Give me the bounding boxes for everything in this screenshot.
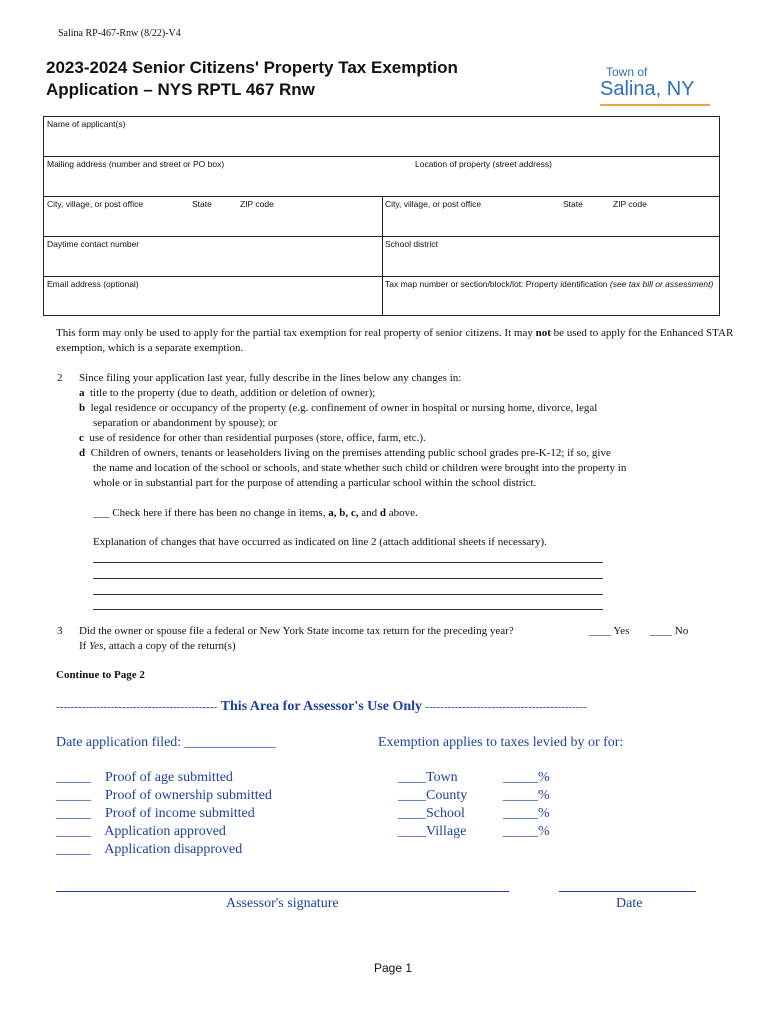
- city-field-mailing[interactable]: City, village, or post office: [47, 199, 144, 209]
- school-district-field[interactable]: School district: [385, 239, 438, 249]
- signature-line[interactable]: [56, 891, 509, 892]
- page-title: [46, 57, 458, 101]
- entity-school[interactable]: ____School: [398, 806, 465, 821]
- entity-village[interactable]: ____Village: [398, 824, 467, 839]
- signature-label: Assessor's signature: [226, 896, 339, 911]
- item-2b-text-cont: separation or abandonment by spouse); or: [93, 417, 278, 429]
- logo-town-of: Town of: [606, 65, 648, 79]
- explanation-line-4[interactable]: [93, 609, 603, 610]
- tax-map-label: Tax map number or section/block/lot: Property identification: [385, 279, 610, 289]
- entity-town[interactable]: ____Town: [398, 770, 458, 785]
- percent-county[interactable]: _____%: [503, 788, 550, 803]
- item-2d-text-cont2: whole or in substantial part for the purpose of attending a particular school within the school district.: [93, 477, 537, 489]
- state-field-mailing[interactable]: State: [192, 199, 212, 209]
- item-2c-text: use of residence for other than residential purposes (store, office, farm, etc.).: [89, 432, 426, 444]
- mailing-address-field[interactable]: Mailing address (number and street or PO box): [47, 159, 225, 169]
- item-3-note: If Yes, attach a copy of the return(s): [79, 640, 236, 652]
- date-line[interactable]: [559, 891, 696, 892]
- item-2b-letter: b: [79, 402, 86, 414]
- title-line-1: 2023-2024 Senior Citizens' Property Tax Exemption: [46, 58, 458, 77]
- item-2d-text-cont: the name and location of the school or schools, and state whether such child or children were brought into the property in: [93, 462, 627, 474]
- date-label: Date: [616, 896, 643, 911]
- item-3-number: 3: [57, 625, 63, 637]
- no-change-checkbox[interactable]: ___ Check here if there has been no change in items, a, b, c, and d above.: [93, 507, 418, 519]
- applicant-name-field[interactable]: Name of applicant(s): [47, 119, 126, 129]
- intro-paragraph: This form may only be used to apply for the partial tax exemption for real property of senior citizens. It may not be used to apply for the Enhanced STAR exemption, which is a separate exemption.: [56, 327, 734, 354]
- checklist-proof-income[interactable]: _____ Proof of income submitted: [56, 806, 255, 821]
- page-number: Page 1: [374, 961, 413, 975]
- yes-blank[interactable]: ____ Yes: [589, 625, 630, 637]
- item-2a-letter: a: [79, 387, 85, 399]
- checklist-proof-ownership[interactable]: _____ Proof of ownership submitted: [56, 788, 272, 803]
- item-2d-text: Children of owners, tenants or leaseholders living on the premises attending public school grades pre-K-12; if so, give: [90, 447, 611, 459]
- continue-note: Continue to Page 2: [56, 669, 145, 681]
- date-filed-field[interactable]: Date application filed: _____________: [56, 735, 276, 750]
- no-blank[interactable]: ____ No: [650, 625, 689, 637]
- explanation-line-1[interactable]: [93, 562, 603, 563]
- email-field[interactable]: Email address (optional): [47, 279, 139, 289]
- explanation-line-3[interactable]: [93, 594, 603, 595]
- percent-village[interactable]: _____%: [503, 824, 550, 839]
- assessor-area-heading: -------------------------------------------- This Area for Assessor's Use Only --------------------------------------------: [56, 699, 587, 714]
- logo-name: Salina, NY: [600, 78, 695, 100]
- town-logo: [600, 66, 712, 106]
- checklist-approved[interactable]: _____ Application approved: [56, 824, 226, 839]
- zip-field-mailing[interactable]: ZIP code: [240, 199, 274, 209]
- city-field-property[interactable]: City, village, or post office: [385, 199, 482, 209]
- item-3-question: Did the owner or spouse file a federal or New York State income tax return for the preceding year?: [79, 625, 514, 637]
- daytime-phone-field[interactable]: Daytime contact number: [47, 239, 140, 249]
- tax-map-field[interactable]: [382, 277, 716, 291]
- percent-school[interactable]: _____%: [503, 806, 550, 821]
- property-location-field[interactable]: Location of property (street address): [415, 159, 553, 169]
- tax-map-note: (see tax bill or assessment): [609, 279, 714, 289]
- entity-county[interactable]: ____County: [398, 788, 468, 803]
- item-2d-letter: d: [79, 447, 86, 459]
- item-2-number: 2: [57, 372, 63, 384]
- zip-field-property[interactable]: ZIP code: [613, 199, 647, 209]
- exemption-label: Exemption applies to taxes levied by or for:: [378, 735, 624, 750]
- form-code: Salina RP-467-Rnw (8/22)-V4: [58, 28, 181, 39]
- item-2c-letter: c: [79, 432, 84, 444]
- item-2a-text: title to the property (due to death, addition or deletion of owner);: [90, 387, 376, 399]
- applicant-info-grid: [43, 116, 720, 316]
- item-2-lead: Since filing your application last year, fully describe in the lines below any changes in:: [79, 372, 462, 384]
- title-line-2: Application – NYS RPTL 467 Rnw: [46, 80, 315, 99]
- item-2b-text: legal residence or occupancy of the property (e.g. confinement of owner in hospital or nursing home, divorce, legal: [90, 402, 598, 414]
- percent-town[interactable]: _____%: [503, 770, 550, 785]
- explanation-line-2[interactable]: [93, 578, 603, 579]
- state-field-property[interactable]: State: [563, 199, 583, 209]
- checklist-proof-age[interactable]: _____ Proof of age submitted: [56, 770, 233, 785]
- checklist-disapproved[interactable]: _____ Application disapproved: [56, 842, 243, 857]
- explanation-label: Explanation of changes that have occurred as indicated on line 2 (attach additional sheets if necessary).: [93, 536, 547, 548]
- logo-underline: [600, 104, 710, 106]
